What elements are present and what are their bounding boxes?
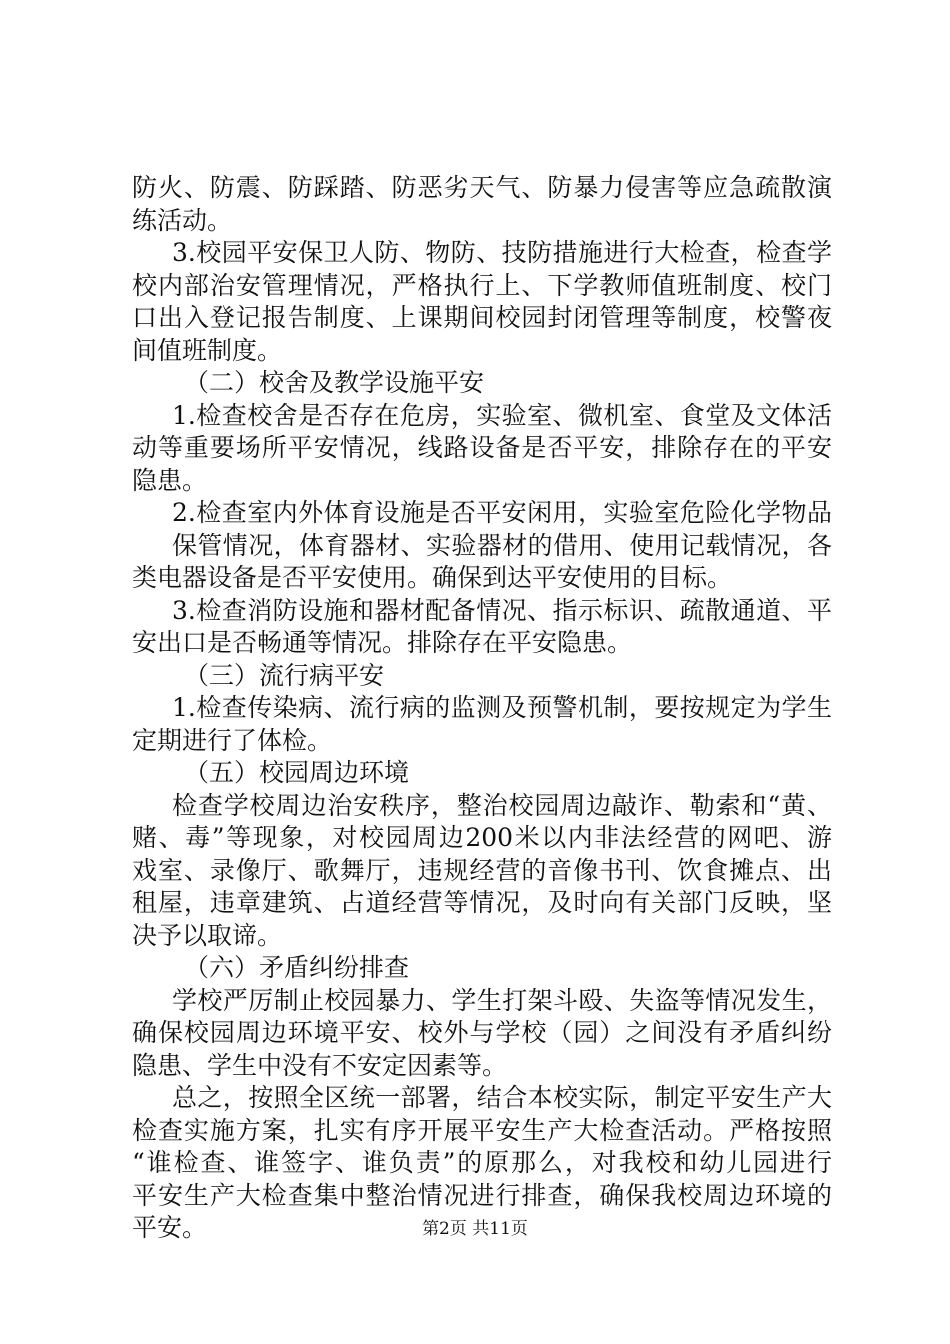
section-heading: （五）校园周边环境 xyxy=(184,758,410,787)
text-line: 定期进行了体检。 xyxy=(132,725,333,755)
section-heading: （三）流行病平安 xyxy=(184,660,385,690)
text-line: 赌、毒”等现象，对校园周边200米以内非法经营的网吧、游 xyxy=(132,823,832,852)
text-line: “谁检查、谁签字、谁负责”的原那么，对我校和幼儿园进行 xyxy=(132,1148,832,1177)
text-line: 安出口是否畅通等情况。排除存在平安隐患。 xyxy=(132,628,633,657)
text-line: 口出入登记报告制度、上课期间校园封闭管理等制度，校警夜 xyxy=(132,303,832,332)
text-line: 1.检查传染病、流行病的监测及预警机制，要按规定为学生 xyxy=(172,693,832,722)
text-line: 学校严厉制止校园暴力、学生打架斗殴、失盗等情况发生， xyxy=(172,985,832,1015)
text-line: 练活动。 xyxy=(132,205,233,235)
document-body xyxy=(132,172,832,1245)
text-line: 动等重要场所平安情况，线路设备是否平安，排除存在的平安 xyxy=(132,433,832,462)
text-line: 检查学校周边治安秩序，整治校园周边敲诈、勒索和“黄、 xyxy=(172,790,832,820)
text-line: 确保校园周边环境平安、校外与学校（园）之间没有矛盾纠纷 xyxy=(132,1018,832,1047)
text-line: 平安生产大检查集中整治情况进行排查，确保我校周边环境的 xyxy=(132,1180,832,1210)
page-number-footer: 第2页 共11页 xyxy=(422,1219,528,1239)
text-line: 检查实施方案，扎实有序开展平安生产大检查活动。严格按照 xyxy=(132,1115,832,1145)
text-line: 2.检查室内外体育设施是否平安闲用，实验室危险化学物品 xyxy=(172,498,832,527)
section-heading: （六）矛盾纠纷排查 xyxy=(184,953,410,982)
text-line: 平安。 xyxy=(132,1213,208,1242)
text-line: 总之，按照全区统一部署，结合本校实际，制定平安生产大 xyxy=(172,1083,832,1112)
text-line: 决予以取谛。 xyxy=(132,920,283,950)
text-line: 隐患、学生中没有不安定因素等。 xyxy=(132,1050,508,1080)
text-line: 间值班制度。 xyxy=(132,335,283,365)
text-line: 类电器设备是否平安使用。确保到达平安使用的目标。 xyxy=(132,563,733,592)
text-line: 保管情况，体育器材、实验器材的借用、使用记载情况，各 xyxy=(172,530,832,560)
section-heading: （二）校舍及教学设施平安 xyxy=(184,368,485,397)
text-line: 3.校园平安保卫人防、物防、技防措施进行大检查，检查学 xyxy=(172,238,832,267)
text-line: 校内部治安管理情况，严格执行上、下学教师值班制度、校门 xyxy=(132,270,832,300)
text-line: 防火、防震、防踩踏、防恶劣天气、防暴力侵害等应急疏散演 xyxy=(132,173,832,202)
text-line: 1.检查校舍是否存在危房，实验室、微机室、食堂及文体活 xyxy=(172,400,832,430)
text-line: 隐患。 xyxy=(132,465,208,495)
text-line: 3.检查消防设施和器材配备情况、指示标识、疏散通道、平 xyxy=(172,595,832,625)
text-line: 租屋，违章建筑、占道经营等情况，及时向有关部门反映，坚 xyxy=(132,888,832,917)
text-line: 戏室、录像厅、歌舞厅，违规经营的音像书刊、饮食摊点、出 xyxy=(132,855,832,885)
